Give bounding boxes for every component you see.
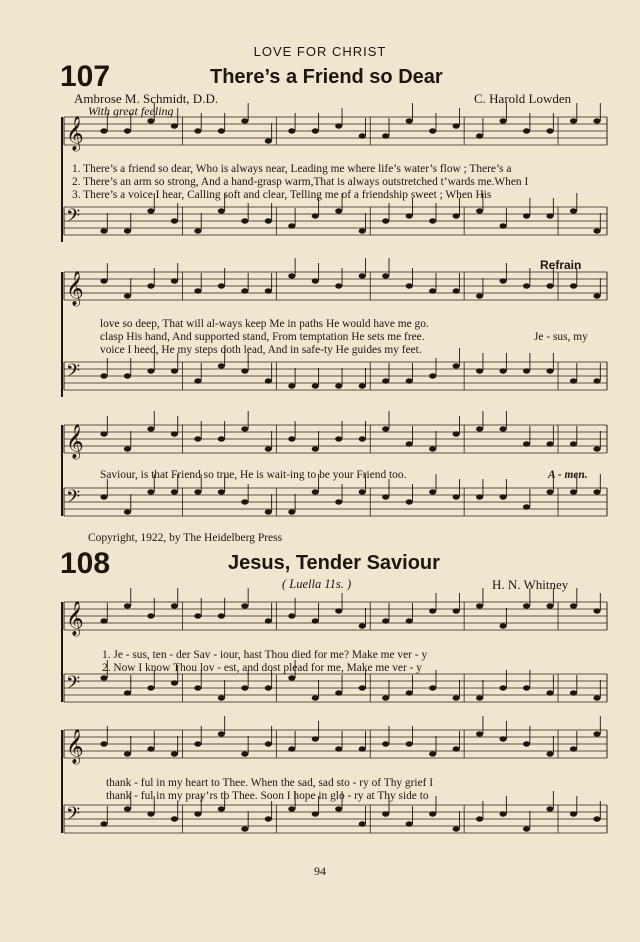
note-head bbox=[241, 426, 248, 431]
note-head bbox=[241, 685, 248, 690]
note-head bbox=[218, 695, 225, 700]
note-head bbox=[194, 685, 201, 690]
note-head bbox=[546, 368, 553, 373]
note-head bbox=[570, 378, 577, 383]
note-head bbox=[570, 489, 577, 494]
note-head bbox=[124, 228, 131, 233]
note-head bbox=[312, 811, 319, 816]
bass-clef: 𝄢 bbox=[66, 361, 81, 386]
note-head bbox=[406, 283, 413, 288]
note-head bbox=[382, 695, 389, 700]
note-head bbox=[100, 373, 107, 378]
note-head bbox=[100, 494, 107, 499]
note-head bbox=[312, 736, 319, 741]
note-head bbox=[312, 489, 319, 494]
note-head bbox=[523, 283, 530, 288]
note-head bbox=[147, 811, 154, 816]
note-head bbox=[147, 283, 154, 288]
note-head bbox=[499, 426, 506, 431]
note-head bbox=[265, 446, 272, 451]
note-head bbox=[265, 618, 272, 623]
page-number: 94 bbox=[314, 864, 326, 878]
note-head bbox=[147, 426, 154, 431]
note-head bbox=[218, 806, 225, 811]
note-head bbox=[288, 613, 295, 618]
note-head bbox=[265, 509, 272, 514]
note-head bbox=[124, 603, 131, 608]
lyric-line: 2. There’s an arm so strong, And a hand-grasp warm,That is always outstretched t’wards me.When I bbox=[72, 176, 529, 188]
lyric-line: 1. There’s a friend so dear, Who is always near, Leading me where life’s water’s flow ; There’s a bbox=[72, 163, 512, 175]
note-head bbox=[218, 613, 225, 618]
hymn-composer: C. Harold Lowden bbox=[474, 91, 572, 106]
note-head bbox=[218, 731, 225, 736]
note-head bbox=[359, 228, 366, 233]
hymn-author: Ambrose M. Schmidt, D.D. bbox=[74, 91, 219, 106]
lyric-line: 3. There’s a voice I hear, Calling soft and clear, Telling me of a friendship sweet ; When His bbox=[72, 189, 492, 201]
note-head bbox=[523, 441, 530, 446]
note-head bbox=[171, 368, 178, 373]
note-head bbox=[476, 426, 483, 431]
note-head bbox=[546, 283, 553, 288]
note-head bbox=[382, 494, 389, 499]
note-head bbox=[100, 675, 107, 680]
note-head bbox=[265, 741, 272, 746]
hymn-composer: H. N. Whitney bbox=[492, 577, 569, 592]
note-head bbox=[359, 489, 366, 494]
note-head bbox=[570, 441, 577, 446]
note-head bbox=[171, 680, 178, 685]
lyric-line: 1. Je - sus, ten - der Sav - iour, hast Thou died for me? Make me ver - y bbox=[102, 649, 428, 661]
note-head bbox=[147, 746, 154, 751]
note-head bbox=[312, 618, 319, 623]
note-head bbox=[453, 213, 460, 218]
note-head bbox=[218, 128, 225, 133]
note-head bbox=[171, 603, 178, 608]
note-head bbox=[147, 685, 154, 690]
note-head bbox=[523, 504, 530, 509]
note-head bbox=[265, 816, 272, 821]
note-head bbox=[359, 383, 366, 388]
note-head bbox=[429, 685, 436, 690]
note-head bbox=[453, 746, 460, 751]
note-head bbox=[100, 278, 107, 283]
note-head bbox=[194, 436, 201, 441]
lyric-line: 2. Now I know Thou lov - est, and dost plead for me, Make me ver - y bbox=[102, 662, 422, 674]
note-head bbox=[429, 608, 436, 613]
note-head bbox=[335, 208, 342, 213]
note-head bbox=[147, 118, 154, 123]
note-head bbox=[335, 436, 342, 441]
note-head bbox=[218, 363, 225, 368]
note-head bbox=[382, 273, 389, 278]
note-head bbox=[523, 128, 530, 133]
note-head bbox=[359, 685, 366, 690]
note-head bbox=[124, 446, 131, 451]
note-head bbox=[593, 608, 600, 613]
treble-clef: 𝄞 bbox=[66, 271, 84, 306]
note-head bbox=[194, 378, 201, 383]
note-head bbox=[288, 806, 295, 811]
note-head bbox=[593, 816, 600, 821]
note-head bbox=[570, 746, 577, 751]
note-head bbox=[382, 741, 389, 746]
note-head bbox=[382, 811, 389, 816]
note-head bbox=[593, 228, 600, 233]
note-head bbox=[335, 608, 342, 613]
treble-clef: 𝄞 bbox=[66, 424, 84, 459]
treble-clef: 𝄞 bbox=[66, 116, 84, 151]
note-head bbox=[359, 623, 366, 628]
hymn-title: Jesus, Tender Saviour bbox=[228, 552, 440, 574]
note-head bbox=[546, 690, 553, 695]
note-head bbox=[288, 383, 295, 388]
note-head bbox=[194, 741, 201, 746]
note-head bbox=[265, 138, 272, 143]
note-head bbox=[406, 741, 413, 746]
note-head bbox=[476, 368, 483, 373]
note-head bbox=[546, 751, 553, 756]
note-head bbox=[100, 741, 107, 746]
hymn-number: 107 bbox=[60, 60, 111, 93]
note-head bbox=[499, 494, 506, 499]
note-head bbox=[523, 213, 530, 218]
note-head bbox=[406, 441, 413, 446]
hymn-title: There’s a Friend so Dear bbox=[210, 66, 443, 88]
note-head bbox=[312, 383, 319, 388]
note-head bbox=[147, 613, 154, 618]
note-head bbox=[171, 751, 178, 756]
note-head bbox=[593, 731, 600, 736]
note-head bbox=[453, 695, 460, 700]
tune-name: ( Luella 11s. ) bbox=[282, 577, 352, 591]
note-head bbox=[124, 690, 131, 695]
note-head bbox=[429, 446, 436, 451]
note-head bbox=[382, 378, 389, 383]
note-head bbox=[476, 208, 483, 213]
bass-clef: 𝄢 bbox=[66, 487, 81, 512]
hymn-number: 108 bbox=[60, 547, 111, 580]
note-head bbox=[241, 118, 248, 123]
note-head bbox=[124, 751, 131, 756]
note-head bbox=[288, 675, 295, 680]
note-head bbox=[171, 816, 178, 821]
lyric-line: thank - ful in my pray’rs to Thee. Soon I hope in glo - ry at Thy side to bbox=[106, 790, 429, 802]
note-head bbox=[453, 123, 460, 128]
note-head bbox=[335, 499, 342, 504]
note-head bbox=[335, 690, 342, 695]
note-head bbox=[124, 509, 131, 514]
note-head bbox=[523, 741, 530, 746]
note-head bbox=[194, 613, 201, 618]
lyric-line: love so deep, That will al-ways keep Me in paths He would have me go. bbox=[100, 318, 429, 330]
note-head bbox=[570, 118, 577, 123]
note-head bbox=[382, 426, 389, 431]
note-head bbox=[476, 695, 483, 700]
note-head bbox=[499, 368, 506, 373]
refrain-label: Refrain bbox=[540, 258, 582, 272]
lyric-line: thank - ful in my heart to Thee. When the sad, sad sto - ry of Thy grief I bbox=[106, 777, 434, 789]
note-head bbox=[546, 489, 553, 494]
note-head bbox=[382, 618, 389, 623]
note-head bbox=[218, 489, 225, 494]
note-head bbox=[288, 273, 295, 278]
note-head bbox=[171, 278, 178, 283]
note-head bbox=[265, 378, 272, 383]
note-head bbox=[171, 489, 178, 494]
note-head bbox=[429, 218, 436, 223]
note-head bbox=[406, 118, 413, 123]
note-head bbox=[100, 618, 107, 623]
note-head bbox=[265, 218, 272, 223]
note-head bbox=[476, 731, 483, 736]
note-head bbox=[288, 128, 295, 133]
lyric-line: clasp His hand, And supported stand, From temptation He sets me free. bbox=[100, 331, 425, 343]
note-head bbox=[359, 436, 366, 441]
note-head bbox=[194, 288, 201, 293]
note-head bbox=[312, 213, 319, 218]
note-head bbox=[429, 288, 436, 293]
note-head bbox=[593, 118, 600, 123]
note-head bbox=[429, 128, 436, 133]
note-head bbox=[241, 218, 248, 223]
note-head bbox=[593, 489, 600, 494]
note-head bbox=[453, 431, 460, 436]
note-head bbox=[406, 499, 413, 504]
note-head bbox=[335, 806, 342, 811]
treble-clef: 𝄞 bbox=[66, 601, 84, 636]
note-head bbox=[194, 128, 201, 133]
bass-clef: 𝄢 bbox=[66, 804, 81, 829]
note-head bbox=[147, 489, 154, 494]
note-head bbox=[124, 373, 131, 378]
note-head bbox=[429, 811, 436, 816]
note-head bbox=[100, 431, 107, 436]
note-head bbox=[241, 826, 248, 831]
note-head bbox=[241, 368, 248, 373]
note-head bbox=[147, 368, 154, 373]
note-head bbox=[100, 821, 107, 826]
section-header: LOVE FOR CHRIST bbox=[253, 44, 387, 59]
note-head bbox=[406, 618, 413, 623]
note-head bbox=[453, 288, 460, 293]
note-head bbox=[359, 133, 366, 138]
note-head bbox=[523, 826, 530, 831]
amen-lyric: A - men. bbox=[548, 469, 588, 481]
note-head bbox=[593, 446, 600, 451]
note-head bbox=[499, 685, 506, 690]
note-head bbox=[265, 685, 272, 690]
note-head bbox=[241, 499, 248, 504]
note-head bbox=[593, 378, 600, 383]
note-head bbox=[288, 436, 295, 441]
note-head bbox=[476, 816, 483, 821]
note-head bbox=[288, 509, 295, 514]
lyric-line: Saviour, is that Friend so true, He is wait-ing to be your Friend too. bbox=[100, 469, 407, 481]
note-head bbox=[499, 736, 506, 741]
note-head bbox=[429, 373, 436, 378]
note-head bbox=[218, 283, 225, 288]
note-head bbox=[406, 213, 413, 218]
note-head bbox=[100, 228, 107, 233]
note-head bbox=[312, 695, 319, 700]
note-head bbox=[476, 494, 483, 499]
note-head bbox=[241, 603, 248, 608]
note-head bbox=[476, 603, 483, 608]
note-head bbox=[359, 821, 366, 826]
note-head bbox=[288, 223, 295, 228]
note-head bbox=[359, 273, 366, 278]
note-head bbox=[453, 363, 460, 368]
note-head bbox=[171, 123, 178, 128]
note-head bbox=[218, 436, 225, 441]
note-head bbox=[335, 383, 342, 388]
note-head bbox=[523, 603, 530, 608]
note-head bbox=[265, 288, 272, 293]
note-head bbox=[406, 378, 413, 383]
note-head bbox=[499, 278, 506, 283]
note-head bbox=[124, 293, 131, 298]
note-head bbox=[453, 494, 460, 499]
note-head bbox=[476, 133, 483, 138]
bass-clef: 𝄢 bbox=[66, 206, 81, 231]
note-head bbox=[194, 489, 201, 494]
note-head bbox=[546, 806, 553, 811]
lyric-line: voice I heed, He my steps doth lead, And in safe-ty He guides my feet. bbox=[100, 344, 422, 356]
note-head bbox=[546, 441, 553, 446]
treble-clef: 𝄞 bbox=[66, 729, 84, 764]
note-head bbox=[171, 218, 178, 223]
note-head bbox=[194, 228, 201, 233]
note-head bbox=[546, 213, 553, 218]
note-head bbox=[499, 811, 506, 816]
note-head bbox=[429, 751, 436, 756]
note-head bbox=[335, 123, 342, 128]
note-head bbox=[453, 826, 460, 831]
note-head bbox=[429, 489, 436, 494]
refrain-lyric: Je - sus, my bbox=[534, 331, 588, 343]
note-head bbox=[593, 695, 600, 700]
note-head bbox=[382, 218, 389, 223]
tempo-marking: With great feeling bbox=[88, 104, 174, 118]
note-head bbox=[570, 603, 577, 608]
note-head bbox=[406, 690, 413, 695]
note-head bbox=[523, 685, 530, 690]
note-head bbox=[288, 746, 295, 751]
note-head bbox=[100, 128, 107, 133]
note-head bbox=[499, 623, 506, 628]
note-head bbox=[312, 128, 319, 133]
note-head bbox=[218, 208, 225, 213]
note-head bbox=[382, 133, 389, 138]
note-head bbox=[171, 431, 178, 436]
note-head bbox=[124, 128, 131, 133]
note-head bbox=[335, 283, 342, 288]
note-head bbox=[124, 806, 131, 811]
note-head bbox=[570, 283, 577, 288]
note-head bbox=[335, 746, 342, 751]
note-head bbox=[476, 293, 483, 298]
note-head bbox=[241, 288, 248, 293]
copyright: Copyright, 1922, by The Heidelberg Press bbox=[88, 532, 283, 544]
note-head bbox=[523, 368, 530, 373]
note-head bbox=[570, 690, 577, 695]
note-head bbox=[546, 128, 553, 133]
bass-clef: 𝄢 bbox=[66, 673, 81, 698]
note-head bbox=[499, 223, 506, 228]
note-head bbox=[312, 278, 319, 283]
note-head bbox=[312, 446, 319, 451]
note-head bbox=[194, 811, 201, 816]
note-head bbox=[241, 751, 248, 756]
note-head bbox=[499, 118, 506, 123]
note-head bbox=[593, 293, 600, 298]
note-head bbox=[570, 208, 577, 213]
note-head bbox=[406, 821, 413, 826]
note-head bbox=[359, 746, 366, 751]
note-head bbox=[147, 208, 154, 213]
note-head bbox=[570, 811, 577, 816]
note-head bbox=[453, 608, 460, 613]
note-head bbox=[546, 603, 553, 608]
